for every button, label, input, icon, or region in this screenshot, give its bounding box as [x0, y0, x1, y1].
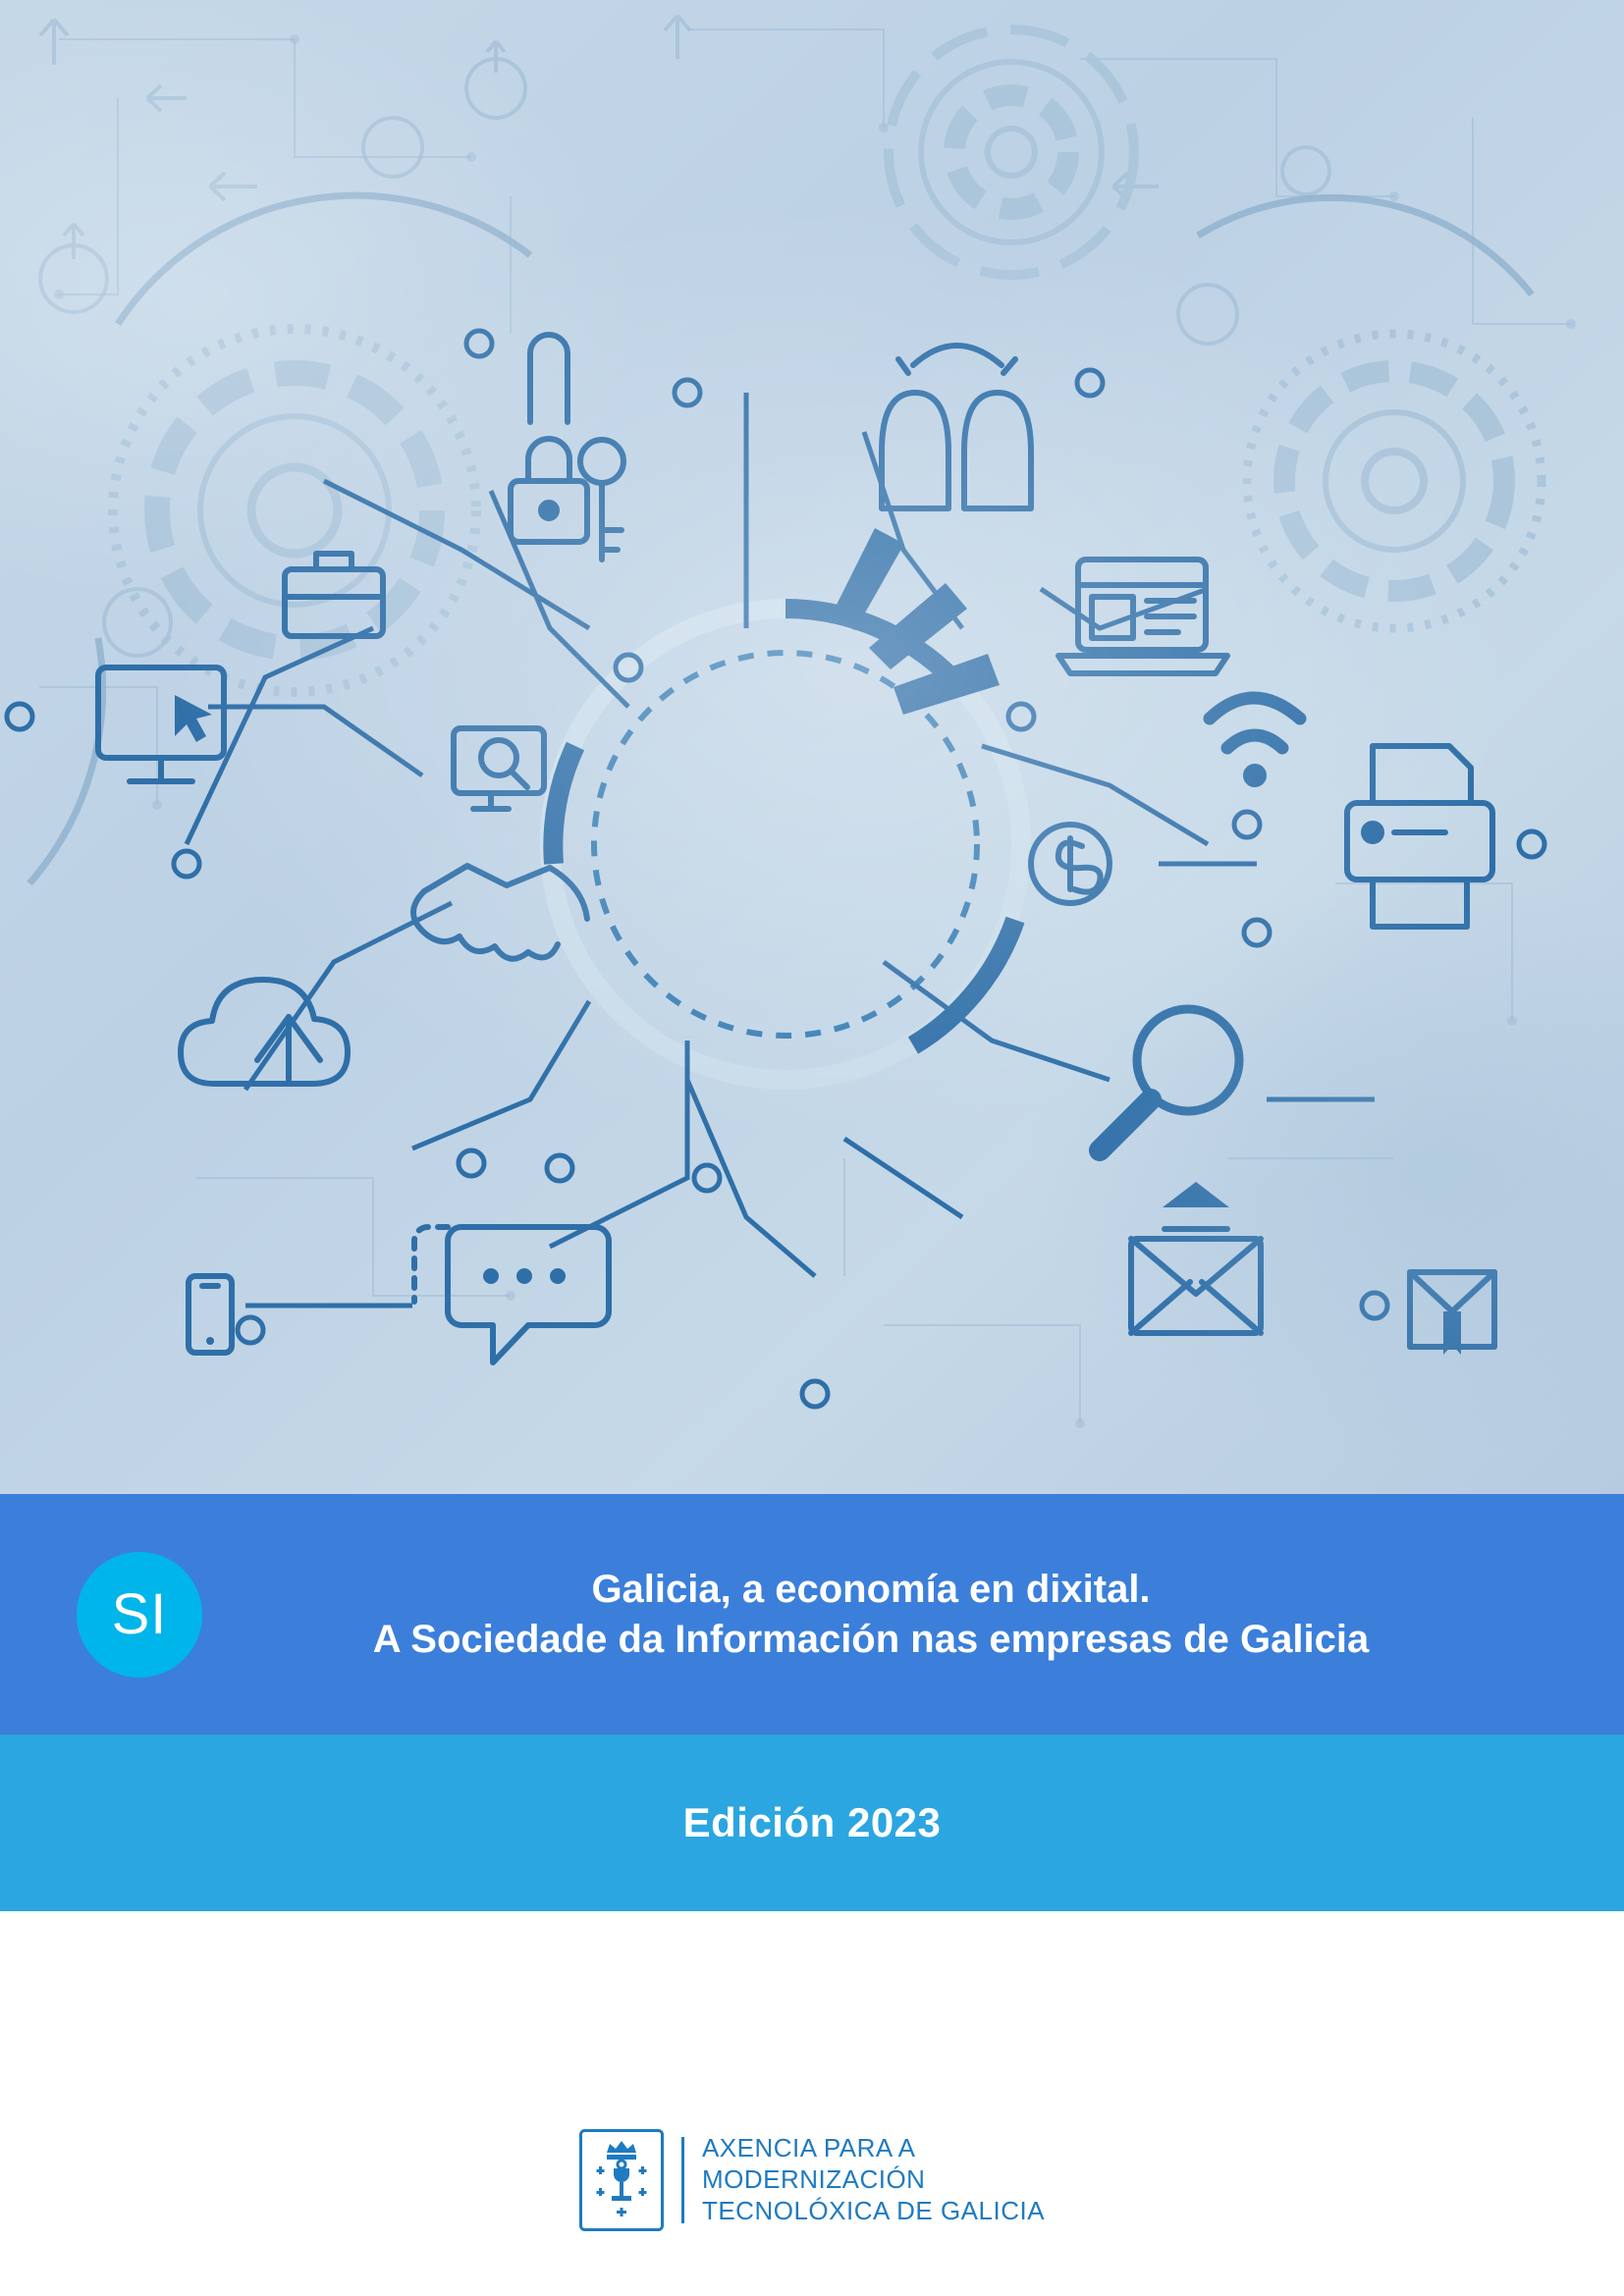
page-title-line-1: Galicia, a economía en dixital. [591, 1568, 1151, 1612]
agency-name [702, 2133, 1045, 2226]
galicia-coat-of-arms-icon [579, 2129, 664, 2231]
logo-divider [681, 2137, 684, 2223]
title-bar [0, 1494, 1624, 1735]
agency-name-line-3: TECNOLÓXICA DE GALICIA [701, 2195, 1046, 2225]
si-badge-label: SI [111, 1582, 168, 1646]
edition-bar [0, 1735, 1624, 1911]
edition-label: Edición 2023 [682, 1799, 942, 1845]
page-title [202, 1565, 1585, 1664]
footer [0, 1911, 1624, 2296]
agency-logo [579, 2129, 1045, 2231]
si-badge [77, 1552, 202, 1678]
agency-name-line-2: MODERNIZACIÓN [701, 2164, 926, 2195]
agency-name-line-1: AXENCIA PARA A [701, 2133, 916, 2163]
page-title-line-2: A Sociedade da Información nas empresas de Galicia [372, 1617, 1370, 1661]
